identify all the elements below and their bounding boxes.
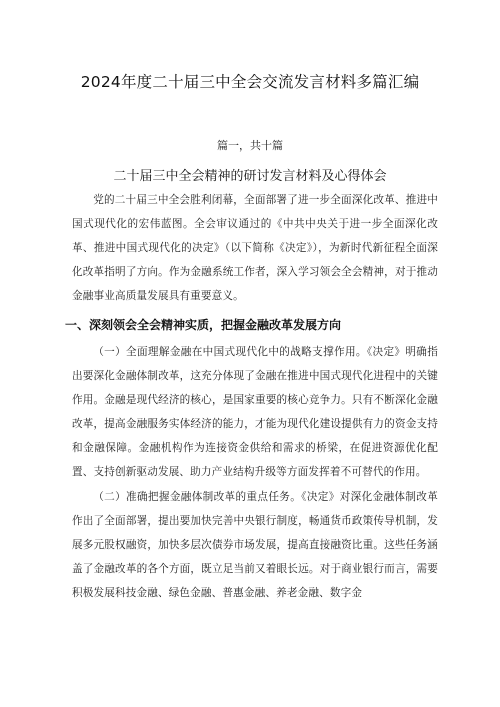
part-label: 篇一，共十篇 (217, 139, 283, 152)
document-title: 2024年度二十届三中全会交流发言材料多篇汇编 (80, 73, 420, 91)
intro-paragraph: 党的二十届三中全会胜利闭幕，全面部署了进一步全面深化改革、推进中国式现代化的宏伟蓝图。全会审议通过的《中共中央关于进一步全面深化改革、推进中国式现代化的决定》（以下简称《决定》），为新时代新征程全面深化改革指明了方向。作为金融系统工作者，深入学习领会全会精神，对于推动金融事业高质量发展具有重要意义。 (72, 194, 438, 302)
section-heading: 一、深刻领会全会精神实质，把握金融改革发展方向 (65, 318, 342, 332)
article-title: 二十届三中全会精神的研讨发言材料及心得体会 (113, 169, 387, 184)
section-paragraph-2: （二）准确把握金融体制改革的重点任务。《决定》对深化金融体制改革作出了全面部署，提出要加快完善中央银行制度，畅通货币政策传导机制，发展多元股权融资，加快多层次债券市场发展，提高直接融资比重。这些任务涵盖了金融改革的各个方面，既立足当前又着眼长远。对于商业银行而言，需要积极发展科技金融、绿色金融、普惠金融、养老金融、数字金 (72, 491, 438, 599)
section-paragraph-1: （一）全面理解金融在中国式现代化中的战略支撑作用。《决定》明确指出要深化金融体制改革，这充分体现了金融在推进中国式现代化进程中的关键作用。金融是现代经济的核心，是国家重要的核心竞争力。只有不断深化金融改革，提高金融服务实体经济的能力，才能为现代化建设提供有力的资金支持和金融保障。金融机构作为连接资金供给和需求的桥梁，在促进资源优化配置、支持创新驱动发展、助力产业结构升级等方面发挥着不可替代的作用。 (72, 346, 438, 478)
